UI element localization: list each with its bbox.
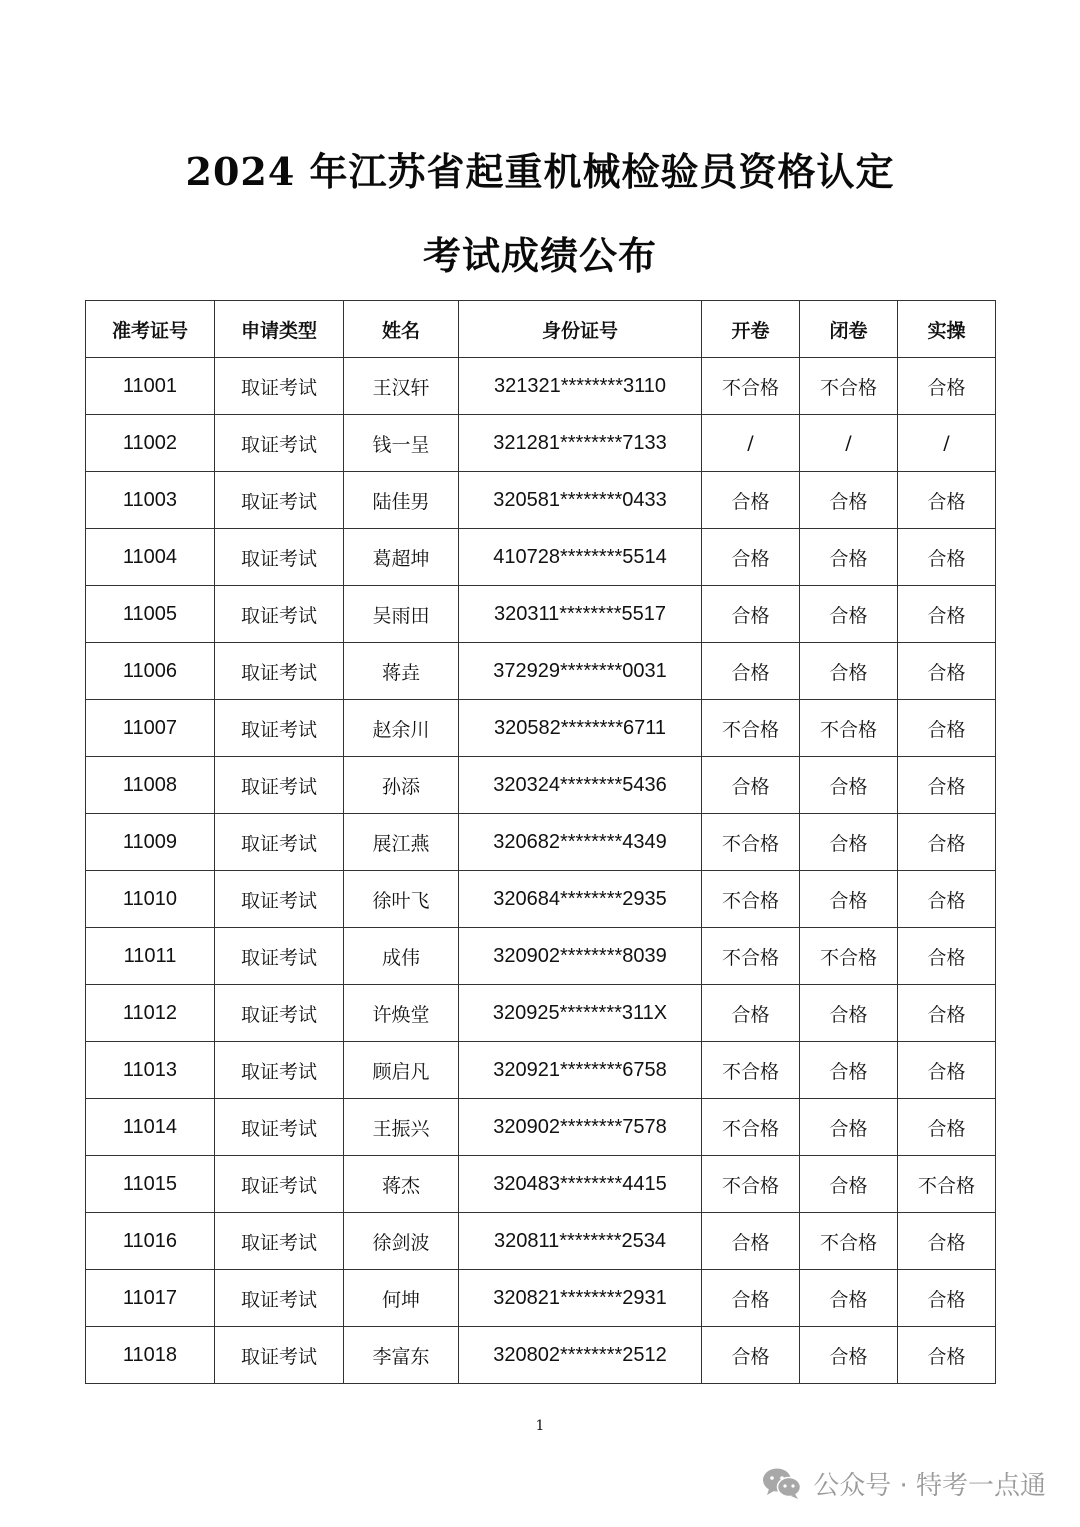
closed-book-cell: 合格 xyxy=(800,757,898,814)
application-type-cell: 取证考试 xyxy=(215,415,344,472)
table-row xyxy=(86,586,996,643)
scores-table xyxy=(85,300,996,1384)
closed-book-cell: 合格 xyxy=(800,985,898,1042)
id-number-cell: 320682********4349 xyxy=(459,814,702,871)
application-type-cell: 取证考试 xyxy=(215,358,344,415)
name-cell: 葛超坤 xyxy=(344,529,459,586)
name-cell: 徐叶飞 xyxy=(344,871,459,928)
application-type-cell: 取证考试 xyxy=(215,472,344,529)
table-body xyxy=(86,358,996,1384)
application-type-cell: 取证考试 xyxy=(215,586,344,643)
table-row xyxy=(86,1213,996,1270)
table-row xyxy=(86,1270,996,1327)
header-practical: 实操 xyxy=(898,301,996,358)
name-cell: 顾启凡 xyxy=(344,1042,459,1099)
table-row xyxy=(86,358,996,415)
open-book-cell: 不合格 xyxy=(702,700,800,757)
name-cell: 钱一呈 xyxy=(344,415,459,472)
open-book-cell: 合格 xyxy=(702,586,800,643)
table-row xyxy=(86,1042,996,1099)
application-type-cell: 取证考试 xyxy=(215,1099,344,1156)
exam-number-cell: 11013 xyxy=(86,1042,215,1099)
open-book-cell: 合格 xyxy=(702,529,800,586)
exam-number-cell: 11001 xyxy=(86,358,215,415)
open-book-cell: 合格 xyxy=(702,643,800,700)
exam-number-cell: 11004 xyxy=(86,529,215,586)
application-type-cell: 取证考试 xyxy=(215,814,344,871)
open-book-cell: 不合格 xyxy=(702,1156,800,1213)
practical-cell: 合格 xyxy=(898,700,996,757)
closed-book-cell: 合格 xyxy=(800,529,898,586)
name-cell: 李富东 xyxy=(344,1327,459,1384)
name-cell: 孙添 xyxy=(344,757,459,814)
practical-cell: 不合格 xyxy=(898,1156,996,1213)
exam-number-cell: 11002 xyxy=(86,415,215,472)
id-number-cell: 320684********2935 xyxy=(459,871,702,928)
open-book-cell: 合格 xyxy=(702,472,800,529)
table-row xyxy=(86,415,996,472)
name-cell: 何坤 xyxy=(344,1270,459,1327)
closed-book-cell: 合格 xyxy=(800,586,898,643)
name-cell: 赵余川 xyxy=(344,700,459,757)
open-book-cell: 合格 xyxy=(702,1213,800,1270)
application-type-cell: 取证考试 xyxy=(215,871,344,928)
name-cell: 蒋杰 xyxy=(344,1156,459,1213)
exam-number-cell: 11011 xyxy=(86,928,215,985)
closed-book-cell: 合格 xyxy=(800,643,898,700)
application-type-cell: 取证考试 xyxy=(215,1042,344,1099)
practical-cell: 合格 xyxy=(898,1270,996,1327)
practical-cell: 合格 xyxy=(898,757,996,814)
header-closed-book: 闭卷 xyxy=(800,301,898,358)
closed-book-cell: 合格 xyxy=(800,814,898,871)
page-title: 2024 年江苏省起重机械检验员资格认定 xyxy=(185,149,895,194)
id-number-cell: 320581********0433 xyxy=(459,472,702,529)
open-book-cell: 合格 xyxy=(702,1270,800,1327)
exam-number-cell: 11006 xyxy=(86,643,215,700)
table-row xyxy=(86,529,996,586)
open-book-cell: 合格 xyxy=(702,757,800,814)
id-number-cell: 320811********2534 xyxy=(459,1213,702,1270)
id-number-cell: 320925********311X xyxy=(459,985,702,1042)
exam-number-cell: 11005 xyxy=(86,586,215,643)
practical-cell: 合格 xyxy=(898,529,996,586)
closed-book-cell: 合格 xyxy=(800,472,898,529)
application-type-cell: 取证考试 xyxy=(215,1156,344,1213)
name-cell: 展江燕 xyxy=(344,814,459,871)
application-type-cell: 取证考试 xyxy=(215,1213,344,1270)
application-type-cell: 取证考试 xyxy=(215,1327,344,1384)
table-row xyxy=(86,1099,996,1156)
application-type-cell: 取证考试 xyxy=(215,1270,344,1327)
practical-cell: 合格 xyxy=(898,985,996,1042)
exam-number-cell: 11014 xyxy=(86,1099,215,1156)
closed-book-cell: 合格 xyxy=(800,1270,898,1327)
closed-book-cell: 不合格 xyxy=(800,700,898,757)
page-subtitle: 考试成绩公布 xyxy=(422,233,657,278)
practical-cell: 合格 xyxy=(898,358,996,415)
closed-book-cell: 合格 xyxy=(800,1042,898,1099)
id-number-cell: 410728********5514 xyxy=(459,529,702,586)
application-type-cell: 取证考试 xyxy=(215,700,344,757)
table-row xyxy=(86,757,996,814)
table-row xyxy=(86,472,996,529)
application-type-cell: 取证考试 xyxy=(215,757,344,814)
practical-cell: 合格 xyxy=(898,928,996,985)
header-open-book: 开卷 xyxy=(702,301,800,358)
name-cell: 徐剑波 xyxy=(344,1213,459,1270)
application-type-cell: 取证考试 xyxy=(215,643,344,700)
exam-number-cell: 11008 xyxy=(86,757,215,814)
practical-cell: 合格 xyxy=(898,472,996,529)
practical-cell: 合格 xyxy=(898,814,996,871)
header-id-number: 身份证号 xyxy=(459,301,702,358)
exam-number-cell: 11009 xyxy=(86,814,215,871)
table-row xyxy=(86,871,996,928)
id-number-cell: 321281********7133 xyxy=(459,415,702,472)
id-number-cell: 320902********8039 xyxy=(459,928,702,985)
table-header-row xyxy=(86,301,996,358)
application-type-cell: 取证考试 xyxy=(215,928,344,985)
open-book-cell: / xyxy=(702,415,800,472)
id-number-cell: 320821********2931 xyxy=(459,1270,702,1327)
closed-book-cell: 不合格 xyxy=(800,928,898,985)
watermark xyxy=(761,1463,1046,1503)
closed-book-cell: 合格 xyxy=(800,1099,898,1156)
practical-cell: 合格 xyxy=(898,586,996,643)
open-book-cell: 不合格 xyxy=(702,814,800,871)
practical-cell: / xyxy=(898,415,996,472)
table-row xyxy=(86,1327,996,1384)
id-number-cell: 372929********0031 xyxy=(459,643,702,700)
name-cell: 王振兴 xyxy=(344,1099,459,1156)
name-cell: 王汉轩 xyxy=(344,358,459,415)
table-row xyxy=(86,700,996,757)
open-book-cell: 不合格 xyxy=(702,358,800,415)
closed-book-cell: 合格 xyxy=(800,1327,898,1384)
wechat-icon xyxy=(761,1466,803,1500)
id-number-cell: 320324********5436 xyxy=(459,757,702,814)
open-book-cell: 合格 xyxy=(702,1327,800,1384)
id-number-cell: 320483********4415 xyxy=(459,1156,702,1213)
closed-book-cell: / xyxy=(800,415,898,472)
application-type-cell: 取证考试 xyxy=(215,985,344,1042)
table-row xyxy=(86,1156,996,1213)
practical-cell: 合格 xyxy=(898,1327,996,1384)
application-type-cell: 取证考试 xyxy=(215,529,344,586)
practical-cell: 合格 xyxy=(898,1042,996,1099)
id-number-cell: 321321********3110 xyxy=(459,358,702,415)
exam-number-cell: 11017 xyxy=(86,1270,215,1327)
id-number-cell: 320582********6711 xyxy=(459,700,702,757)
table-row xyxy=(86,928,996,985)
id-number-cell: 320311********5517 xyxy=(459,586,702,643)
exam-number-cell: 11016 xyxy=(86,1213,215,1270)
practical-cell: 合格 xyxy=(898,1099,996,1156)
id-number-cell: 320802********2512 xyxy=(459,1327,702,1384)
exam-number-cell: 11003 xyxy=(86,472,215,529)
exam-number-cell: 11015 xyxy=(86,1156,215,1213)
practical-cell: 合格 xyxy=(898,1213,996,1270)
name-cell: 陆佳男 xyxy=(344,472,459,529)
id-number-cell: 320902********7578 xyxy=(459,1099,702,1156)
exam-number-cell: 11010 xyxy=(86,871,215,928)
table-row xyxy=(86,643,996,700)
exam-number-cell: 11012 xyxy=(86,985,215,1042)
closed-book-cell: 不合格 xyxy=(800,358,898,415)
practical-cell: 合格 xyxy=(898,643,996,700)
closed-book-cell: 合格 xyxy=(800,871,898,928)
exam-number-cell: 11018 xyxy=(86,1327,215,1384)
header-name: 姓名 xyxy=(344,301,459,358)
open-book-cell: 不合格 xyxy=(702,1042,800,1099)
header-exam-number: 准考证号 xyxy=(86,301,215,358)
open-book-cell: 合格 xyxy=(702,985,800,1042)
id-number-cell: 320921********6758 xyxy=(459,1042,702,1099)
watermark-text: 公众号 · 特考一点通 xyxy=(813,1470,1046,1501)
exam-number-cell: 11007 xyxy=(86,700,215,757)
name-cell: 许焕堂 xyxy=(344,985,459,1042)
table-row xyxy=(86,814,996,871)
closed-book-cell: 不合格 xyxy=(800,1213,898,1270)
open-book-cell: 不合格 xyxy=(702,928,800,985)
open-book-cell: 不合格 xyxy=(702,871,800,928)
name-cell: 蒋垚 xyxy=(344,643,459,700)
closed-book-cell: 合格 xyxy=(800,1156,898,1213)
name-cell: 成伟 xyxy=(344,928,459,985)
practical-cell: 合格 xyxy=(898,871,996,928)
name-cell: 吴雨田 xyxy=(344,586,459,643)
table-row xyxy=(86,985,996,1042)
header-application-type: 申请类型 xyxy=(215,301,344,358)
open-book-cell: 不合格 xyxy=(702,1099,800,1156)
page-number: 1 xyxy=(535,1418,545,1434)
